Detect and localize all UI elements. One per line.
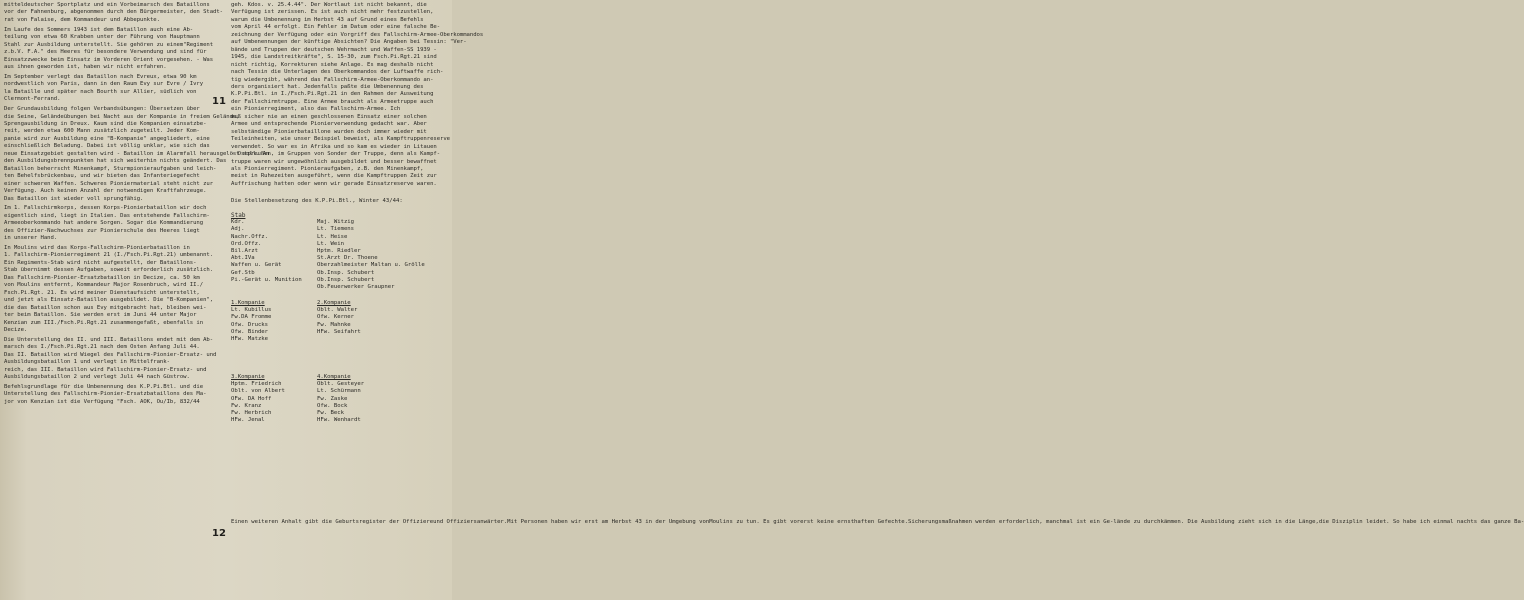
text-line: jor von Kenzian ist die Verfügung "Fsch. AOK, Ou/Ib, 832/44 — [4, 398, 200, 405]
table-cell-right: Maj. Witzig — [317, 219, 355, 226]
text-line: selbständige Pionierbataillone wurden doch immer wieder mit — [231, 128, 427, 135]
table-cell-left: Pi.-Gerät u. Munition — [231, 276, 302, 283]
table-cell-right: Oberzahlmeister Maltan u. Grölle — [317, 262, 425, 269]
text-line: den Ausbildungsbrennpunkten hat sich weiterhin nichts geändert. Das — [4, 158, 227, 165]
text-line: Stahl zur Ausbildung unterstellt. Sie gehören zu einem"Regiment — [4, 41, 214, 48]
text-line: vor der Fahnenburg, abgenommen durch den Bürgermeister, den Stadt- — [4, 9, 223, 16]
table-cell-right: Oblt. Gesteyer — [317, 381, 365, 388]
left-paragraph — [4, 106, 270, 203]
text-line: Armee und entsprechende Pionierverwendung gedacht war. Aber — [231, 121, 427, 128]
text-line: Das Fallschirm-Pionier-Ersatzbataillon in Decize, ca. 50 km — [4, 274, 200, 281]
text-line: reich, das III. Bataillon wird Fallschirm-Pionier-Ersatz- und — [4, 366, 207, 373]
text-line: la Bataille und später nach Bourth sur Allier, südlich von — [4, 88, 197, 95]
left-paragraph — [4, 245, 218, 334]
text-line: Einen weiteren Anhalt gibt die Geburtsregister der Offiziere — [231, 519, 434, 525]
text-line: marsch des I./Fsch.Pi.Rgt.21 nach dem Osten Anfang Juli 44. — [4, 344, 200, 351]
table-cell-left: Nachr.Offz. — [231, 233, 269, 240]
text-line: Das II. Bataillon wird Wiegel des Fallschirm-Pionier-Ersatz- und — [4, 351, 217, 358]
table-cell-right: Lt. Heise — [317, 233, 348, 240]
text-line: Teileinheiten, wie unser Beispiel beweist, als Kampftruppenreserve — [231, 136, 450, 143]
table-cell-right: St.Arzt Dr. Thoene — [317, 255, 378, 262]
text-line: teilung von etwa 60 Krabben unter der Führung von Hauptmann — [4, 34, 200, 41]
text-line: mitteldeutscher Sportplatz und ein Vorbeimarsch des Bataillons — [4, 2, 210, 8]
text-line: Unterstellung des Fallschirm-Pionier-Ersatzbataillons des Ma- — [4, 391, 207, 398]
komp-3-4-table — [231, 381, 447, 424]
table-cell-left: Oblt. von Albert — [231, 388, 285, 395]
table-cell-right: HFw. Wenhardt — [317, 417, 361, 424]
text-line: eigentlich sind, liegt in Italien. Das entstehende Fallschirm- — [4, 212, 210, 219]
text-line: geh. Kdos. v. 25.4.44". Der Wortlaut ist nicht bekannt, die — [231, 2, 427, 8]
text-line: meist in Ruhezeiten ausgeführt, wenn die Kampftruppen Zeit zur — [231, 173, 437, 180]
table-cell-left: Adj. — [231, 226, 245, 233]
text-line: Bataillon beherrscht Minenkampf, Sturmpionieraufgaben und leich- — [4, 165, 217, 172]
left-paragraph — [4, 2, 223, 24]
table-cell-right: Lt. Schürmann — [317, 388, 361, 395]
text-line: Ein Regiments-Stab wird nicht aufgestellt, der Bataillons- — [4, 259, 197, 266]
text-line: Sicherungsmaßnahmen werden erforderlich, manchmal ist ein Ge- — [907, 519, 1114, 525]
text-line: verwendet. So war es in Afrika und so kam es wieder in Litauen — [231, 143, 437, 150]
table-cell-right: Fw. Mahnke — [317, 321, 351, 328]
table-cell-left: Ord.Offz. — [231, 240, 262, 247]
stab-section — [231, 212, 447, 291]
table-cell-right: Lt. Wein — [317, 240, 344, 247]
text-line: auf Umbenennungen der künftige Absichten? Die Angaben bei Tessin: "Ver- — [231, 39, 467, 46]
text-line: Verfügung ist zerissen. Es ist auch nicht mehr festzustellen, — [231, 9, 434, 16]
table-cell-left: Fw.DA Fromme — [231, 314, 272, 321]
text-line: aus ihnen geworden ist, haben wir nicht erfahren. — [4, 64, 167, 71]
text-line: panie wird zur Ausbildung eine "B-Kompanie" angegliedert, eine — [4, 135, 210, 142]
page-marker-bottom: 12 — [212, 528, 226, 539]
text-line: Im 1. Fallschirmkorps, dessen Korps-Pionierbataillon wir doch — [4, 205, 207, 212]
table-cell-left: Waffen u. Gerät — [231, 262, 282, 269]
table-cell-left: Lt. Kubillus — [231, 307, 272, 314]
text-line: Clermont-Ferrand. — [4, 96, 61, 103]
text-line: warum die Umbenennung im Herbst 43 auf Grund eines Befehls — [231, 16, 424, 23]
staffing-heading-text: Die Stellenbesetzung des K.P.Pi.Btl., Winter 43/44: — [231, 198, 403, 204]
text-line: 1. Fallschirm-Pionierregiment 21 (I./Fsch.Pi.Rgt.21) umbenannt. — [4, 252, 214, 259]
komp1-title: 1.Kompanie — [231, 300, 265, 306]
text-line: Verfügung. Auch keinen Anzahl der notwendigen Kraftfahrzeuge. — [4, 188, 207, 195]
table-cell-left: Ofw. Drucks — [231, 321, 269, 328]
page-marker-top: 11 — [212, 96, 226, 107]
text-line: von Moulins entfernt, Kommandeur Major Rosenbruch, wird II./ — [4, 282, 204, 289]
table-cell-right: Fw. Beck — [317, 410, 344, 417]
text-line: zeichnung der Verfügung oder ein Vorgriff des Fallschirm-Armee-Oberkommandos — [231, 31, 484, 38]
table-cell-right: Ob.Insp. Schubert — [317, 276, 375, 283]
table-cell-right — [317, 336, 437, 343]
text-line: Im September verlegt das Bataillon nach Evreux, etwa 90 km — [4, 73, 197, 80]
table-cell-right: HFw. Seifahrt — [317, 328, 361, 335]
komp-1-2-table — [231, 307, 447, 343]
table-cell-left: Ofw. Binder — [231, 328, 269, 335]
table-cell-left: HFw. Matzke — [231, 336, 269, 343]
table-cell-right: Ofw. Kerner — [317, 314, 355, 321]
table-cell-left: OFw. DA Hoff — [231, 395, 272, 402]
text-line: Die Unterstellung des II. und III. Bataillons endet mit dem Ab- — [4, 336, 214, 343]
table-cell-left: Bil.Arzt — [231, 248, 258, 255]
text-line: des Offizier-Nachwuchses zur Pionierschule des Heeres liegt — [4, 227, 200, 234]
text-line: Ausbildungsbataillon 1 und verlegt in Mittelfrank- — [4, 359, 170, 366]
right-column-closing — [231, 519, 1524, 526]
text-line: einer schweren Waffen. Schweres Pioniermaterial steht nicht zur — [4, 180, 214, 187]
text-line: Das Bataillon ist wieder voll sprungfähig. — [4, 195, 144, 202]
text-line: muß sicher nie an einen geschlossenen Einsatz einer solchen — [231, 113, 427, 120]
komp2-title: 2.Kompanie — [317, 300, 351, 306]
left-paragraph — [4, 74, 218, 104]
table-cell-left — [231, 284, 317, 291]
text-line: ein Pionierregiment, also das Fallschirm-Armee. Ich — [231, 106, 401, 113]
text-line: Ausbildungsbataillon 2 und verlegt Juli 44 nach Güstrow. — [4, 374, 190, 381]
text-line: Im Laufe des Sommers 1943 ist dem Bataillon auch eine Ab- — [4, 26, 194, 33]
text-line: z.b.V. F.A." des Heeres für besondere Verwendung und sind für — [4, 49, 207, 56]
table-cell-right: Ofw. Bock — [317, 402, 348, 409]
text-line: In Moulins wird das Korps-Fallschirm-Pionierbataillon in — [4, 245, 190, 251]
table-cell-left: Abt.IVa — [231, 255, 255, 262]
text-line: Moulins zu tun. Es gibt vorerst keine ernsthaften Gefechte. — [709, 519, 908, 525]
left-paragraph — [4, 27, 218, 72]
stab-title: Stab — [231, 212, 246, 219]
text-line: Der Grundausbildung folgen Verbandsübungen: Übersetzen über — [4, 106, 200, 113]
text-line: nach Tessin die Unterlagen des Oberkommandos der Luftwaffe rich- — [231, 69, 444, 76]
text-line: der Fallschirmtruppe. Eine Armee braucht als Armeetruppe auch — [231, 98, 434, 105]
text-line: neue Einsatzgebiet gestalten wird - Bataillon im Alarmfall herausgelöst soll. An — [4, 150, 270, 157]
right-column-intro — [231, 2, 484, 188]
left-paragraph — [4, 384, 218, 406]
text-line: Decize. — [4, 326, 28, 333]
table-cell-right: Ob.Feuerwerker Graupner — [317, 284, 395, 291]
text-line: truppe waren wir ungewöhnlich ausgebildet und besser bewaffnet — [231, 158, 437, 165]
text-line: Kenzian zum III./Fsch.Pi.Rgt.21 zusammengefaßt, ebenfalls in — [4, 319, 204, 326]
text-line: bände und Truppen der deutschen Wehrmacht und Waffen-SS 1939 - — [231, 46, 437, 53]
table-cell-left: Kdr. — [231, 219, 245, 226]
text-line: und jetzt als Einsatz-Bataillon ausgebildet. Die "B-Kompanien", — [4, 297, 214, 304]
text-line: die Seine, Geländeübungen bei Nacht aus der Kompanie in freiem Gelände, — [4, 113, 240, 120]
text-line: Fsch.Pi.Rgt. 21. Es wird meiner Dienstaufsicht unterstellt, — [4, 289, 200, 296]
text-line: nicht richtig, Korrekturen siehe Anlage. Es mag deshalb nicht — [231, 61, 434, 68]
komp-3-4-section — [231, 374, 447, 424]
table-cell-right: Ob.Insp. Schubert — [317, 269, 375, 276]
text-line: in unserer Hand. — [4, 235, 58, 242]
text-line: lände zu durchkämmen. Die Ausbildung zieht sich in die Länge, — [1113, 519, 1319, 525]
komp-1-2-section — [231, 300, 447, 343]
text-line: und Offiziersanwärter. — [433, 519, 508, 525]
text-line: tig wiedergibt, während das Fallschirm-Armee-Oberkommando an- — [231, 76, 434, 83]
table-cell-left: Hptm. Friedrich — [231, 381, 282, 388]
text-line: Auffrischung hatten oder wenn wir gerade Einsatzreserve waren. — [231, 180, 437, 187]
text-line: die das Bataillon schon aus Evy mitgebracht hat, bleiben wei- — [4, 304, 207, 311]
text-line: vom April 44 erfolgt. Ein Fehler im Datum oder eine falsche Be- — [231, 24, 441, 31]
text-line: reit, werden etwa 600 Mann zusätzlich zugeteilt. Jeder Kom- — [4, 128, 200, 135]
text-line: als Pionierregiment. Pionieraufgaben, z.B. den Minenkampf, — [231, 165, 424, 172]
text-line: ter beim Bataillon. Sie werden erst im Juni 44 unter Major — [4, 312, 197, 319]
table-cell-left: Gef.Stb — [231, 269, 255, 276]
text-line: rat von Falaise, dem Kommandeur und Abbepunkte. — [4, 16, 160, 23]
staffing-heading — [231, 198, 447, 205]
text-line: nordwestlich von Paris, dann in den Raum Evy sur Evre / Ivry — [4, 81, 204, 88]
text-line: die Disziplin leidet. So habe ich einmal nachts das ganze Ba- — [1318, 519, 1524, 525]
text-line: ten Behelfsbrückenbau, und wir bieten das Infanteriegefecht — [4, 173, 200, 180]
left-paragraph — [4, 337, 218, 382]
table-cell-left: HFw. Jenal — [231, 417, 265, 424]
table-cell-left: Fw. Herbrich — [231, 410, 272, 417]
table-cell-right: Hptm. Riedler — [317, 248, 361, 255]
text-line: Mit Personen haben wir erst am Herbst 43 in der Umgebung von — [507, 519, 710, 525]
table-cell-left: Fw. Kranz — [231, 402, 262, 409]
table-cell-right: Fw. Zaske — [317, 395, 348, 402]
text-line: - Ostpreußen, im Gruppen von Sonder der Truppe, denn als Kampf- — [231, 151, 441, 158]
table-cell-right: Lt. Tiemens — [317, 226, 355, 233]
stab-table — [231, 219, 447, 291]
left-paragraph — [4, 205, 218, 242]
komp3-title: 3.Kompanie — [231, 374, 265, 380]
text-line: ders organisiert hat. Jedenfalls paßte die Umbenennung des — [231, 83, 424, 90]
table-cell-right: Oblt. Walter — [317, 307, 358, 314]
text-line: einschließlich Beladung. Dabei ist völlig unklar, wie sich das — [4, 143, 210, 150]
text-line: 1945, die Landstreitkräfte", S. 15-30, zum Fsch.Pi.Rgt.21 sind — [231, 54, 437, 61]
text-line: Armeeoberkommando hat andere Sorgen. Sogar die Kommandierung — [4, 220, 204, 227]
komp4-title: 4.Kompanie — [317, 374, 351, 380]
text-line: Stab übernimmt dessen Aufgaben, soweit erforderlich zusätzlich. — [4, 267, 214, 274]
text-line: Sprengausbildung in Dreux. Kaum sind die Kompanien einsatzbe- — [4, 120, 207, 127]
text-line: K.P.Pi.Btl. in I./Fsch.Pi.Rgt.21 in den Rahmen der Ausweitung — [231, 91, 434, 98]
text-line: Einsatzzwecke beim Einsatz im Vorderen Orient vorgesehen. - Was — [4, 56, 214, 63]
text-line: Befehlsgrundlage für die Umbenennung des K.P.Pi.Btl. und die — [4, 383, 204, 390]
